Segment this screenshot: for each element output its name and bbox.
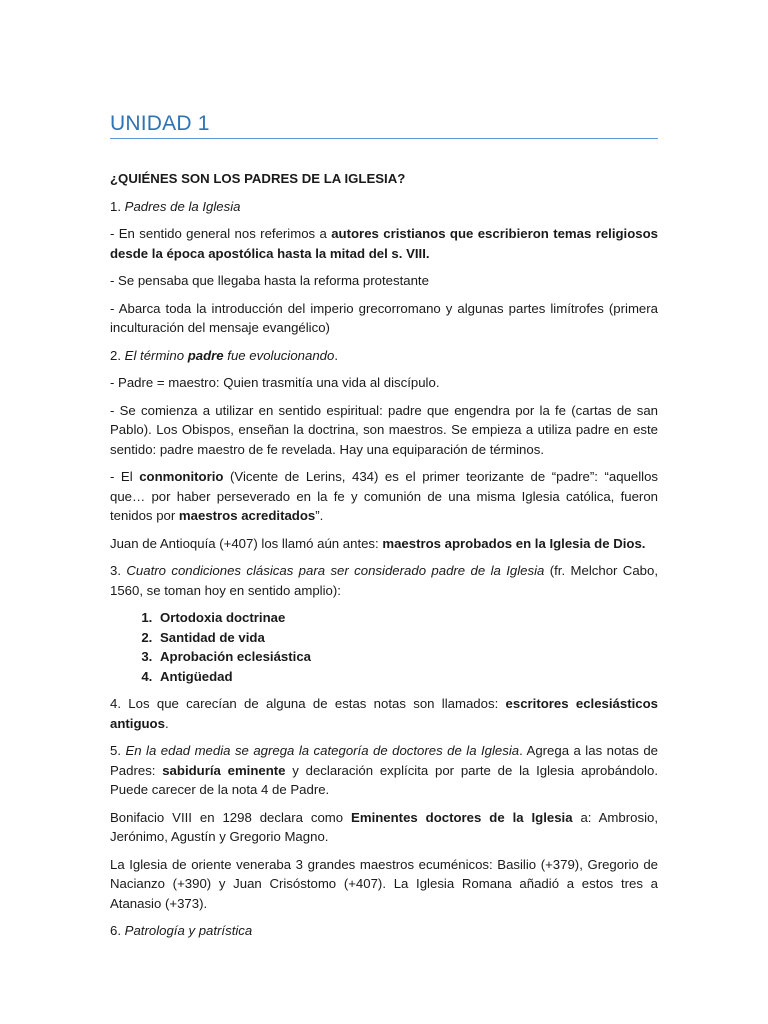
s5-paragraph-1 (110, 741, 658, 800)
s5-a: . Agrega a las notas de Padres: (110, 743, 658, 778)
s1-p1-text: - En sentido general nos referimos a (110, 226, 332, 241)
s4-b: escritores eclesiásticos antiguos (110, 696, 658, 731)
list-item: 1. Ortodoxia doctrinae (156, 608, 658, 628)
s2-paragraph-4 (110, 534, 658, 554)
s5-paragraph-2 (110, 808, 658, 847)
s3-heading (110, 561, 658, 600)
s1-num: 1. (110, 198, 125, 214)
s2-p4-b: maestros aprobados en la Iglesia de Dios. (382, 535, 646, 551)
s5-c: y declaración explícita por parte de la Iglesia aprobándolo. Puede carecer de la nota 4 de Padre. (110, 762, 658, 797)
s3-rest: (fr. Melchor Cabo, 1560, se toman hoy en sentido amplio): (110, 563, 658, 598)
s2-paragraph-3 (110, 467, 658, 526)
unit-title: UNIDAD 1 (110, 112, 658, 139)
s4-a: 4. Los que carecían de alguna de estas notas son llamados: (110, 696, 506, 711)
s2-heading (110, 346, 658, 366)
s2-title-c: fue evolucionando (223, 347, 335, 363)
list-item: 2. Santidad de vida (156, 628, 658, 648)
s6-heading (110, 921, 658, 941)
s2-paragraph-2: - Se comienza a utilizar en sentido espiritual: padre que engendra por la fe (cartas de san Pablo). Los Obispos, enseñan la doctrina, son maestros. Se empieza a utiliza padre en este sentido: padre maestro de fe revelada. Hay una equiparación de términos. (110, 402, 658, 457)
s6-title: Patrología y patrística (124, 923, 253, 938)
s2-title-d: . (334, 347, 339, 363)
s2-p3-a: - El (110, 469, 140, 484)
s4-paragraph (110, 694, 658, 733)
s5-p2-c: a: Ambrosio, Jerónimo, Agustín y Gregorio Magno. (110, 809, 658, 844)
s1-paragraph-3: - Abarca toda la introducción del imperio grecorromano y algunas partes limítrofes (primera inculturación del mensaje evangélico) (110, 300, 658, 335)
s2-title-b: padre (187, 347, 224, 363)
s3-num: 3. (110, 563, 127, 578)
s3-title: Cuatro condiciones clásicas para ser considerado padre de la Iglesia (126, 563, 545, 578)
conditions-list (110, 608, 658, 686)
s5-num: 5. (110, 743, 126, 758)
s2-p3-d: maestros acreditados (178, 508, 316, 523)
s2-num: 2. (110, 347, 125, 363)
s2-p3-c: (Vicente de Lerins, 434) es el primer teorizante de “padre”: “aquellos que… por haber perseverado en la fe y comunión de una misma Iglesia católica, fueron tenidos por (110, 469, 658, 523)
s1-paragraph-1 (110, 224, 658, 263)
s5-p2-a: Bonifacio VIII en 1298 declara como (110, 809, 352, 825)
list-item: 4. Antigüedad (156, 667, 658, 687)
s2-p3-e: ”. (315, 508, 324, 523)
s5-title: En la edad media se agrega la categoría de doctores de la Iglesia (125, 743, 520, 758)
list-item: 3. Aprobación eclesiástica (156, 647, 658, 667)
s5-b: sabiduría eminente (162, 762, 286, 778)
s1-paragraph-2: - Se pensaba que llegaba hasta la reforma protestante (110, 273, 429, 288)
s1-title: Padres de la Iglesia (124, 198, 241, 214)
s4-c: . (164, 715, 169, 731)
s2-p4-a: Juan de Antioquía (+407) los llamó aún antes: (110, 535, 383, 551)
s5-paragraph-3: La Iglesia de oriente veneraba 3 grandes maestros ecuménicos: Basilio (+379), Gregorio de Nacianzo (+390) y Juan Crisóstomo (+407). La Iglesia Romana añadió a estos tres a Atanasio (+373). (110, 856, 658, 911)
section-heading: ¿QUIÉNES SON LOS PADRES DE LA IGLESIA? (110, 171, 406, 186)
s5-p2-b: Eminentes doctores de la Iglesia (351, 809, 573, 825)
s1-p1-bold: autores cristianos que escribieron temas religiosos desde la época apostólica hasta la mitad del s. VIII. (110, 226, 658, 261)
s1-heading (110, 197, 658, 217)
s6-num: 6. (110, 923, 125, 938)
s2-title-a: El término (124, 347, 188, 363)
document-body (110, 169, 658, 941)
s2-p3-b: conmonitorio (139, 469, 224, 484)
s2-paragraph-1: - Padre = maestro: Quien trasmitía una vida al discípulo. (110, 375, 440, 390)
